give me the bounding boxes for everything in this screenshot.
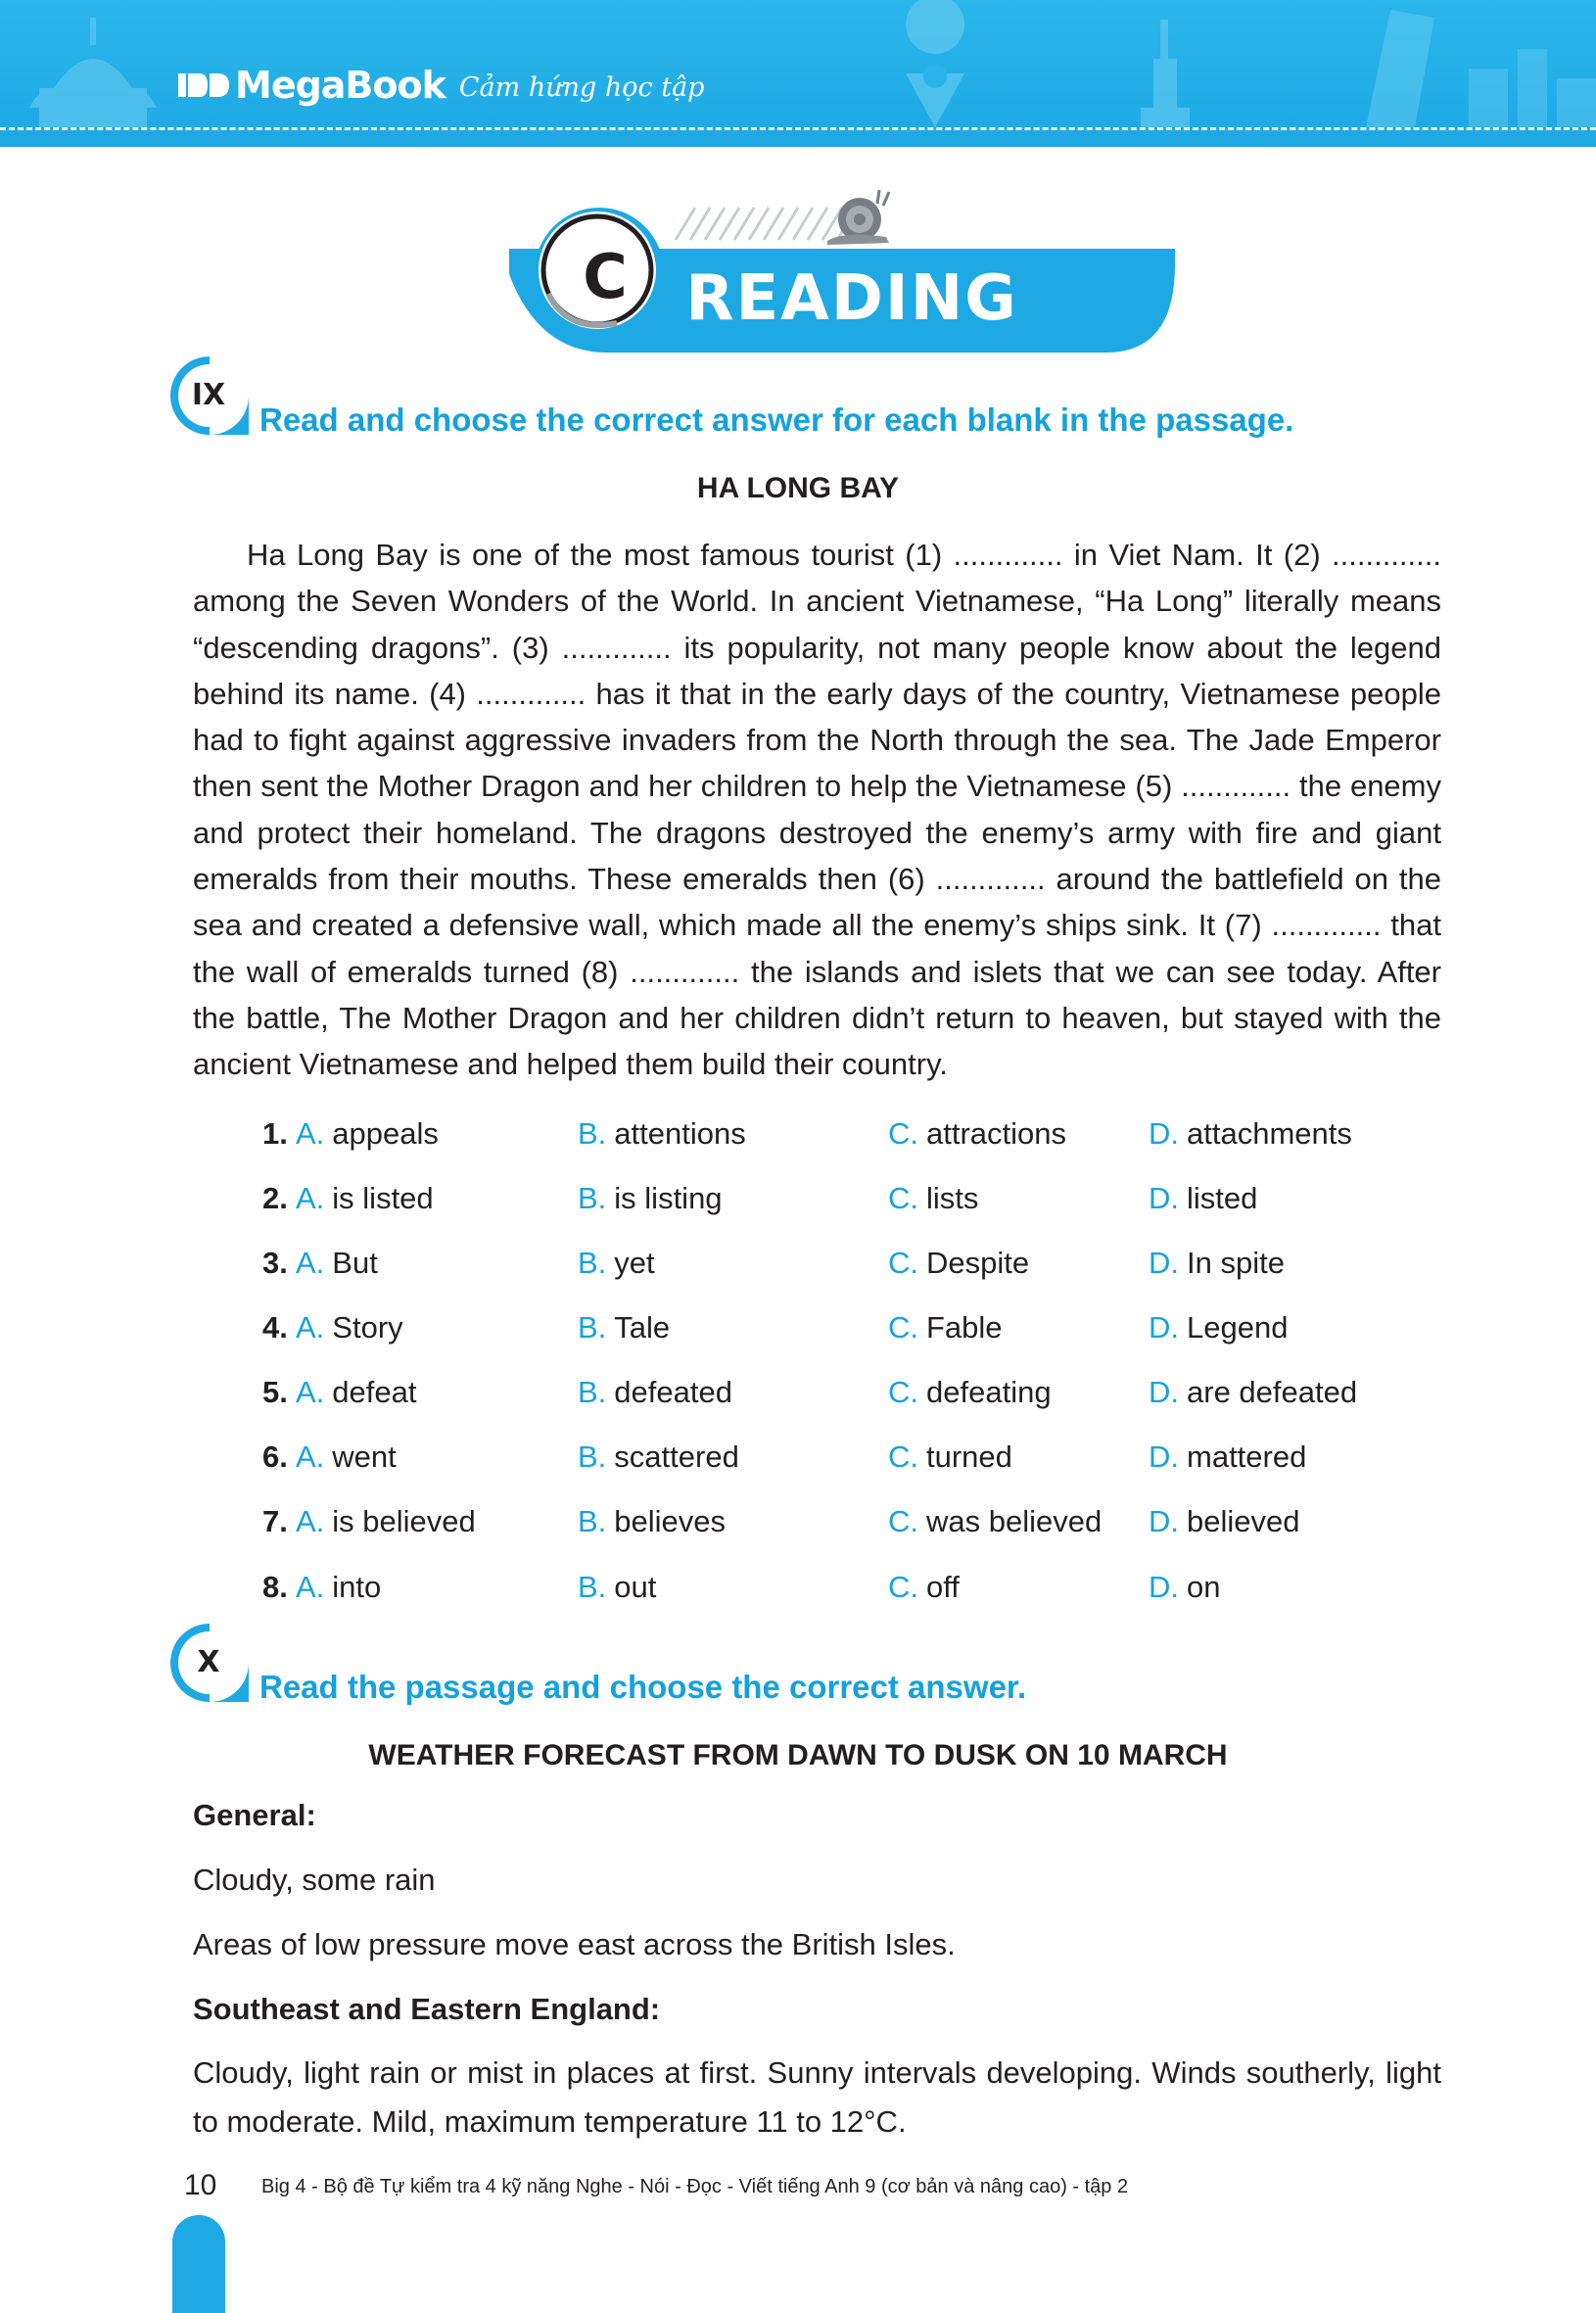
question-row bbox=[0, 1371, 1596, 1414]
question-number: 4. bbox=[262, 1310, 288, 1345]
brand-logo bbox=[178, 61, 704, 110]
exercise-number-badge bbox=[168, 1620, 257, 1708]
exercise-number-badge bbox=[168, 353, 257, 441]
option-c[interactable]: C. attractions bbox=[888, 1116, 1067, 1151]
question-row bbox=[0, 1242, 1596, 1285]
option-c[interactable]: C. was believed bbox=[888, 1504, 1103, 1538]
passage-title: HA LONG BAY bbox=[696, 472, 900, 504]
book-title: Big 4 - Bộ đề Tự kiểm tra 4 kỹ năng Nghe - Nói - Đọc - Viết tiếng Anh 9 (cơ bản và nâng cao) - tập 2 bbox=[261, 2176, 1129, 2197]
section-heading: General: bbox=[193, 1798, 316, 1832]
question-number: 1. bbox=[262, 1116, 288, 1151]
question-number: 8. bbox=[262, 1570, 288, 1604]
page-header bbox=[0, 0, 1596, 147]
option-d[interactable]: D. are defeated bbox=[1149, 1375, 1358, 1409]
option-a[interactable]: A. went bbox=[296, 1440, 397, 1474]
exercise-number: IX bbox=[191, 377, 226, 412]
question-row bbox=[0, 1566, 1596, 1609]
page-tab bbox=[172, 2215, 225, 2313]
option-b[interactable]: B. out bbox=[578, 1570, 657, 1604]
question-row bbox=[0, 1436, 1596, 1479]
option-c[interactable]: C. off bbox=[888, 1570, 960, 1604]
option-c[interactable]: C. Despite bbox=[888, 1246, 1030, 1280]
option-b[interactable]: B. defeated bbox=[578, 1375, 732, 1409]
section-title: READING bbox=[685, 262, 1018, 335]
passage-text bbox=[193, 532, 1441, 1088]
question-number: 3. bbox=[262, 1246, 288, 1280]
forecast-line: Areas of low pressure move east across the British Isles. bbox=[193, 1927, 956, 1961]
exercise-instruction: Read the passage and choose the correct answer. bbox=[259, 1669, 1027, 1705]
option-b[interactable]: B. is listing bbox=[578, 1181, 723, 1215]
option-d[interactable]: D. attachments bbox=[1149, 1116, 1352, 1151]
option-d[interactable]: D. In spite bbox=[1149, 1246, 1285, 1280]
option-d[interactable]: D. on bbox=[1149, 1570, 1221, 1604]
section-letter: C bbox=[583, 240, 628, 312]
brand-name: MegaBook bbox=[235, 64, 446, 107]
option-b[interactable]: B. believes bbox=[578, 1504, 727, 1538]
question-number: 7. bbox=[262, 1504, 288, 1538]
option-b[interactable]: B. Tale bbox=[578, 1310, 671, 1345]
option-d[interactable]: D. believed bbox=[1149, 1504, 1300, 1538]
option-a[interactable]: A. defeat bbox=[296, 1375, 417, 1409]
question-number: 6. bbox=[262, 1440, 288, 1474]
question-row bbox=[0, 1500, 1596, 1543]
section-heading: Southeast and Eastern England: bbox=[193, 1992, 661, 2026]
question-number: 2. bbox=[262, 1181, 288, 1215]
option-a[interactable]: A. is listed bbox=[296, 1181, 434, 1215]
forecast-line: Cloudy, some rain bbox=[193, 1863, 436, 1897]
passage-title: WEATHER FORECAST FROM DAWN TO DUSK ON 10 MARCH bbox=[368, 1739, 1228, 1771]
brand-slogan: Cảm hứng học tập bbox=[458, 71, 705, 103]
option-c[interactable]: C. turned bbox=[888, 1440, 1012, 1474]
option-a[interactable]: A. appeals bbox=[296, 1116, 439, 1151]
header-dashed-line bbox=[0, 127, 1596, 130]
option-d[interactable]: D. Legend bbox=[1149, 1310, 1289, 1345]
section-banner bbox=[499, 186, 1185, 362]
question-row bbox=[0, 1306, 1596, 1349]
question-number: 5. bbox=[262, 1375, 288, 1409]
megabook-logo-icon bbox=[178, 71, 229, 100]
option-b[interactable]: B. yet bbox=[578, 1246, 655, 1280]
passage-body: Ha Long Bay is one of the most famous tourist (1) ............. in Viet Nam. It (2) ............. among the Seven Wonders of the World. In ancient Vietnamese, “Ha Long” literally means “descending dragons”. (3) ............. its popularity, not many people know about the legend behind its name. (4) ............. has it that in the early days of the country, Vietnamese people had to fight against aggressive invaders from the North through the sea. The Jade Emperor then sent the Mother Dragon and her children to help the Vietnamese (5) ............. the enemy and protect their homeland. The dragons destroyed the enemy’s army with fire and giant emeralds from their mouths. These emeralds then (6) ............. around the battlefield on the sea and created a defensive wall, which made all the enemy’s ships sink. It (7) ............. that the wall of emeralds turned (8) ............. the islands and islets that we can see today. After the battle, The Mother Dragon and her children didn’t return to heaven, but stayed with the ancient Vietnamese and helped them build their country. bbox=[193, 538, 1441, 1082]
question-row bbox=[0, 1177, 1596, 1220]
page-number: 10 bbox=[184, 2169, 217, 2201]
option-a[interactable]: A. But bbox=[296, 1246, 378, 1280]
option-a[interactable]: A. into bbox=[296, 1570, 382, 1604]
question-row bbox=[0, 1112, 1596, 1156]
option-a[interactable]: A. Story bbox=[296, 1310, 403, 1345]
option-c[interactable]: C. lists bbox=[888, 1181, 979, 1215]
option-d[interactable]: D. mattered bbox=[1149, 1440, 1307, 1474]
option-b[interactable]: B. attentions bbox=[578, 1116, 746, 1151]
option-b[interactable]: B. scattered bbox=[578, 1440, 739, 1474]
option-c[interactable]: C. Fable bbox=[888, 1310, 1003, 1345]
option-c[interactable]: C. defeating bbox=[888, 1375, 1052, 1409]
forecast-paragraph: Cloudy, light rain or mist in places at first. Sunny intervals developing. Winds southerly, light to moderate. Mild, maximum temperature 11 to 12°C. bbox=[193, 2055, 1441, 2139]
option-a[interactable]: A. is believed bbox=[296, 1504, 476, 1538]
option-d[interactable]: D. listed bbox=[1149, 1181, 1258, 1215]
exercise-number: X bbox=[197, 1644, 220, 1679]
exercise-instruction: Read and choose the correct answer for each blank in the passage. bbox=[259, 401, 1294, 438]
